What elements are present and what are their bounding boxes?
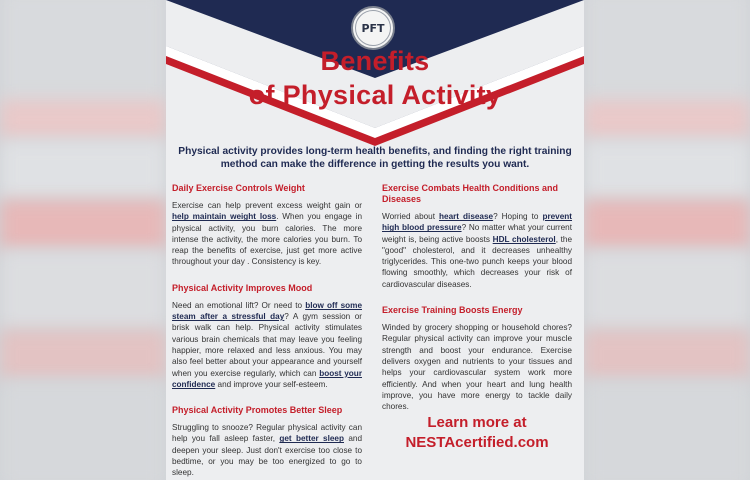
body-text: ? Hoping to bbox=[493, 212, 543, 221]
link-blow-off-steam[interactable]: blow off some steam after a stressful day bbox=[172, 300, 362, 322]
link-hdl-cholesterol[interactable]: HDL cholesterol bbox=[492, 234, 556, 244]
left-column bbox=[172, 183, 362, 480]
body-text: and deepen your sleep. Just don't exercise too close to bedtime, or you may be too energized to go to sleep. bbox=[172, 434, 363, 478]
intro-line2: method can make the difference in getting the results you want. bbox=[220, 159, 530, 170]
section-title: Physical Activity Promotes Better Sleep bbox=[172, 405, 343, 416]
section-body bbox=[172, 422, 362, 478]
section-body bbox=[382, 211, 572, 290]
section-energy bbox=[382, 305, 572, 412]
blurred-background-right bbox=[584, 0, 750, 480]
section-title: Exercise Combats Health Conditions and Diseases bbox=[382, 183, 559, 204]
infographic-card bbox=[166, 0, 584, 480]
link-better-sleep[interactable]: get better sleep bbox=[279, 434, 344, 444]
link-blood-pressure[interactable]: prevent high blood pressure bbox=[382, 212, 573, 233]
section-mood bbox=[172, 283, 362, 390]
section-body: Winded by grocery shopping or household chores? Regular physical activity can improve your muscle strength and boost your endurance. Exercise delivers oxygen and nutrients to your tissues and helps your cardiovascular system work more efficiently. And when your heart and lung health improve, you have more energy to tackle daily chores. bbox=[382, 323, 572, 412]
body-text: Worried about bbox=[382, 212, 440, 221]
body-text: Exercise can help prevent excess weight gain or bbox=[172, 201, 362, 210]
section-weight bbox=[172, 183, 362, 268]
link-heart-disease[interactable]: heart disease bbox=[439, 212, 494, 221]
body-text: . When you engage in physical activity, you burn calories. The more intense the activity, the more calories you burn. To reap the benefits of exercise, just get more active throughout your day . Consistency is key. bbox=[172, 212, 362, 267]
link-maintain-weight-loss[interactable]: help maintain weight loss bbox=[172, 212, 277, 222]
page-title-line2: of Physical Activity bbox=[248, 80, 502, 110]
body-text: Need an emotional lift? Or need to bbox=[172, 300, 306, 310]
body-text: ? A gym session or brisk walk can help. Physical activity stimulates various brain chemicals that may leave you feeling happier, more relaxed and less anxious. You may also feel better about your appearance and yourself when you exercise regularly, which can bbox=[172, 312, 362, 378]
section-sleep bbox=[172, 405, 362, 478]
section-title: Exercise Training Boosts Energy bbox=[382, 305, 523, 316]
body-text: and improve your self-esteem. bbox=[215, 379, 328, 389]
section-diseases bbox=[382, 183, 572, 290]
link-boost-confidence[interactable]: boost your confidence bbox=[172, 368, 362, 389]
cta-link[interactable] bbox=[382, 413, 572, 453]
body-text: Struggling to snooze? Regular physical activity can help you fall asleep faster, bbox=[172, 423, 362, 444]
page-title-line1: Benefits bbox=[320, 46, 430, 76]
pft-logo bbox=[351, 6, 395, 50]
section-body bbox=[172, 300, 362, 390]
section-title: Daily Exercise Controls Weight bbox=[172, 183, 305, 193]
cta-line1: Learn more at bbox=[427, 414, 527, 431]
cta-line2: NESTAcertified.com bbox=[405, 434, 549, 451]
logo-text: PFT bbox=[355, 10, 391, 46]
section-title: Physical Activity Improves Mood bbox=[172, 282, 313, 293]
section-body bbox=[172, 200, 362, 268]
blurred-background-left bbox=[0, 0, 166, 480]
body-text: ? No matter what your current weight is, being active boosts bbox=[382, 223, 572, 244]
intro-line1: Physical activity provides long-term health benefits, and finding the right training bbox=[178, 146, 572, 157]
body-text: , the "good" cholesterol, and it decreases unhealthy triglycerides. This one-two punch keeps your blood flowing smoothly, which decreases your risk of cardiovascular diseases. bbox=[382, 234, 572, 289]
right-column bbox=[382, 183, 572, 427]
intro-text bbox=[166, 145, 584, 171]
